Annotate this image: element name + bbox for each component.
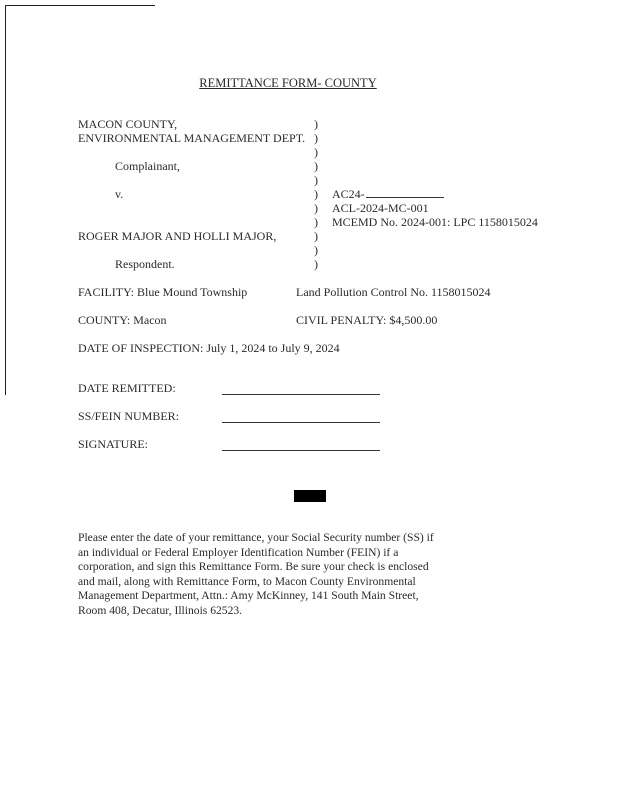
inspection-dates: DATE OF INSPECTION: July 1, 2024 to July 9, 2024 bbox=[78, 341, 340, 355]
complainant-line2: ENVIRONMENTAL MANAGEMENT DEPT. bbox=[78, 131, 306, 145]
instructions-line: and mail, along with Remittance Form, to Macon County Environmental bbox=[78, 574, 416, 588]
respondent-role: Respondent. bbox=[115, 257, 175, 271]
instructions-line: an individual or Federal Employer Identification Number (FEIN) if a bbox=[78, 545, 399, 559]
caption-paren: ) bbox=[314, 201, 318, 215]
caption-paren: ) bbox=[314, 187, 318, 201]
form-title: REMITTANCE FORM- COUNTY bbox=[199, 76, 377, 90]
caption-paren: ) bbox=[314, 131, 318, 145]
date-remitted-label: DATE REMITTED: bbox=[78, 381, 176, 395]
instructions-line: Management Department, Attn.: Amy McKinney, 141 South Main Street, bbox=[78, 589, 419, 603]
respondent-names: ROGER MAJOR AND HOLLI MAJOR, bbox=[78, 229, 277, 243]
instructions-line: corporation, and sign this Remittance Form. Be sure your check is enclosed bbox=[78, 560, 429, 574]
caption-paren: ) bbox=[314, 257, 318, 271]
caption-paren: ) bbox=[314, 229, 318, 243]
instructions-line: Room 408, Decatur, Illinois 62523. bbox=[78, 603, 243, 617]
civil-penalty: CIVIL PENALTY: $4,500.00 bbox=[296, 313, 438, 327]
complainant-line1: MACON COUNTY, bbox=[78, 117, 178, 131]
case-number-prefix bbox=[332, 187, 444, 201]
page-edge-top bbox=[5, 5, 155, 6]
county-label: COUNTY: Macon bbox=[78, 313, 167, 327]
versus-label: v. bbox=[115, 187, 124, 201]
caption-paren: ) bbox=[314, 243, 318, 257]
case-number-blank bbox=[366, 187, 444, 198]
case-number-acl: ACL-2024-MC-001 bbox=[332, 201, 429, 215]
caption-paren: ) bbox=[314, 173, 318, 187]
signature-label: SIGNATURE: bbox=[78, 437, 149, 451]
caption-paren: ) bbox=[314, 145, 318, 159]
ss-fein-line[interactable] bbox=[222, 422, 380, 423]
ss-fein-label: SS/FEIN NUMBER: bbox=[78, 409, 180, 423]
lpc-number: Land Pollution Control No. 1158015024 bbox=[296, 285, 491, 299]
page-edge-left bbox=[5, 5, 6, 395]
instructions-paragraph bbox=[78, 531, 478, 619]
case-number-mcemd: MCEMD No. 2024-001: LPC 1158015024 bbox=[332, 215, 538, 229]
caption-paren: ) bbox=[314, 215, 318, 229]
signature-line[interactable] bbox=[222, 450, 380, 451]
complainant-role: Complainant, bbox=[115, 159, 180, 173]
caption-paren: ) bbox=[314, 117, 318, 131]
caption-paren: ) bbox=[314, 159, 318, 173]
date-remitted-line[interactable] bbox=[222, 394, 380, 395]
facility-label: FACILITY: Blue Mound Township bbox=[78, 285, 248, 299]
instructions-line: Please enter the date of your remittance, your Social Security number (SS) if bbox=[78, 531, 434, 544]
redaction-block bbox=[294, 490, 326, 502]
case-prefix-text: AC24- bbox=[332, 187, 365, 201]
